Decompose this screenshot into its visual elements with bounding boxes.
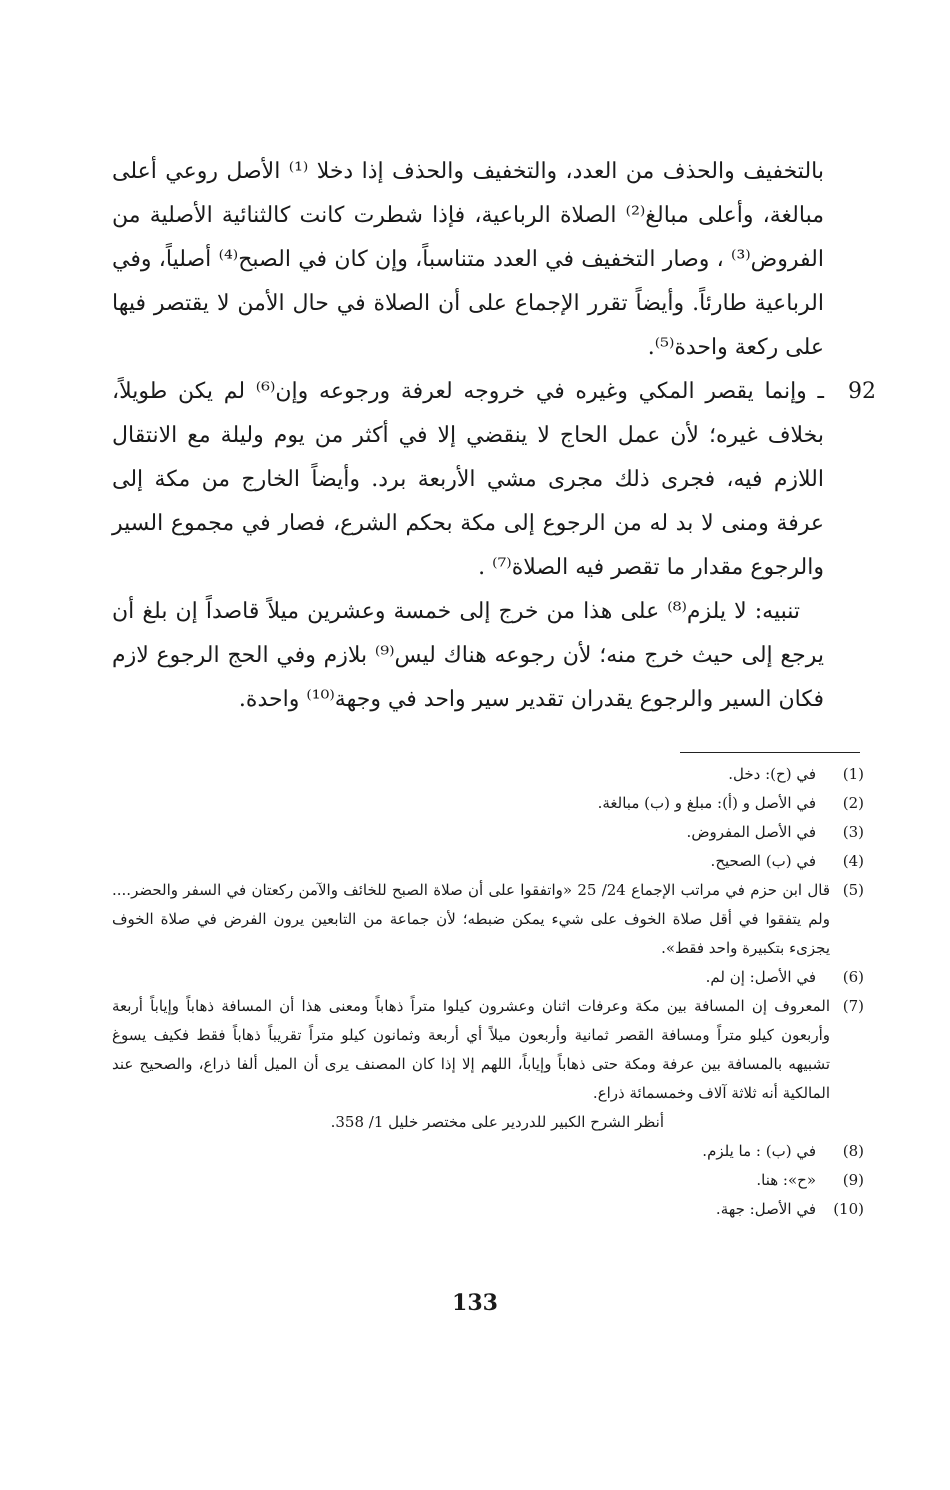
footnote-4	[112, 847, 864, 876]
footnote-3	[112, 818, 864, 847]
footnote-text: في الأصل المفروض.	[686, 823, 816, 841]
footnote-number: (10)	[833, 1200, 864, 1218]
footnote-separator	[680, 752, 860, 753]
footnote-text: في الأصل: إن لم.	[705, 968, 816, 986]
footnotes-block	[112, 760, 864, 1224]
footnote-text: المعروف إن المسافة بين مكة وعرفات اثنان وعشرون كيلوا متراً ذهاباً ومعنى هذا أن المسافة ذهاباً وإياباً أربعة وأربعون كيلو متراً ومسافة القصر ثمانية وأربعون ميلاً أي أربعة وثمانون كيلو متراً تقريباً ذهاباً فقط فكيف يسوغ تشبيهه بالمسافة بين عرفة ومكة حتى ذهاباً وإياباً، اللهم إلا إذا كان المصنف يرى أن الميل ألفا ذراع، والصحيح عند المالكية أنه ثلاثة آلاف وخمسمائة ذراع.	[112, 997, 830, 1102]
main-text-block	[112, 150, 876, 722]
footnote-text: في (ب) : ما يلزم.	[702, 1142, 816, 1160]
page-number: 133	[452, 1290, 498, 1316]
footnote-number: (6)	[842, 968, 864, 986]
footnote-2	[112, 789, 864, 818]
paragraph-continuation: بالتخفيف والحذف من العدد، والتخفيف والحذف إذا دخلا ⁽¹⁾ الأصل روعي أعلى مبالغة، وأعلى مبالغ⁽²⁾ الصلاة الرباعية، فإذا شطرت كانت كالثنائية الأصلية من الفروض⁽³⁾ ، وصار التخفيف في العدد متناسباً، وإن كان في الصبح⁽⁴⁾ أصلياً، وفي الرباعية طارئاً. وأيضاً تقرر الإجماع على أن الصلاة في حال الأمن لا يقتصر فيها على ركعة واحدة⁽⁵⁾.	[112, 159, 824, 360]
footnote-number: (7)	[842, 997, 864, 1015]
footnote-text: «ح»: هنا.	[756, 1171, 816, 1189]
footnote-8	[112, 1137, 864, 1166]
footnote-text: في الأصل: جهة.	[715, 1200, 816, 1218]
paragraph-number: 92	[848, 379, 876, 404]
footnote-text: في (ح): دخل.	[728, 765, 816, 783]
footnote-number: (5)	[842, 881, 864, 899]
footnote-number: (4)	[842, 852, 864, 870]
footnote-number: (9)	[842, 1171, 864, 1189]
footnote-text: في الأصل و (أ): مبلغ و (ب) مبالغة.	[597, 794, 816, 812]
paragraph-tanbih: تنبيه: لا يلزم⁽⁸⁾ على هذا من خرج إلى خمسة وعشرين ميلاً قاصداً إن بلغ أن يرجع إلى حيث خرج منه؛ لأن رجوعه هناك ليس⁽⁹⁾ بلازم وفي الحج الرجوع لازم فكان السير والرجوع يقدران تقدير سير واحد في وجهة⁽¹⁰⁾ واحدة.	[112, 599, 824, 712]
footnote-7	[112, 992, 864, 1108]
footnote-number: (1)	[842, 765, 864, 783]
footnote-number: (8)	[842, 1142, 864, 1160]
footnote-7-reference	[112, 1108, 864, 1137]
footnote-10	[112, 1195, 864, 1224]
footnote-text: في (ب) الصحيح.	[710, 852, 816, 870]
paragraph-92	[112, 370, 876, 590]
footnote-text: قال ابن حزم في مراتب الإجماع 24/ 25 «واتفقوا على أن صلاة الصبح للخائف والآمن ركعتان في السفر والحضر.... ولم يتفقوا في أقل صلاة الخوف على شيء يمكن ضبطه؛ لأن جماعة من التابعين يرون الفرض في صلاة الخوف يجزىء بتكبيرة واحد فقط».	[112, 881, 830, 957]
footnote-5	[112, 876, 864, 963]
footnote-text: أنظر الشرح الكبير للدردير على مختصر خليل 1/ 358.	[330, 1113, 664, 1131]
footnote-number: (2)	[842, 794, 864, 812]
footnote-6	[112, 963, 864, 992]
footnote-number: (3)	[842, 823, 864, 841]
footnote-9	[112, 1166, 864, 1195]
paragraph-92-text: ـ وإنما يقصر المكي وغيره في خروجه لعرفة ورجوعه وإن⁽⁶⁾ لم يكن طويلاً، بخلاف غيره؛ لأن عمل الحاج لا ينقضي إلا في أكثر من يوم وليلة مع الانتقال اللازم فيه، فجرى ذلك مجرى مشي الأربعة برد. وأيضاً الخارج من مكة إلى عرفة ومنى لا بد له من الرجوع إلى مكة بحكم الشرع، فصار في مجموع السير والرجوع مقدار ما تقصر فيه الصلاة⁽⁷⁾ .	[112, 379, 824, 580]
footnote-1	[112, 760, 864, 789]
